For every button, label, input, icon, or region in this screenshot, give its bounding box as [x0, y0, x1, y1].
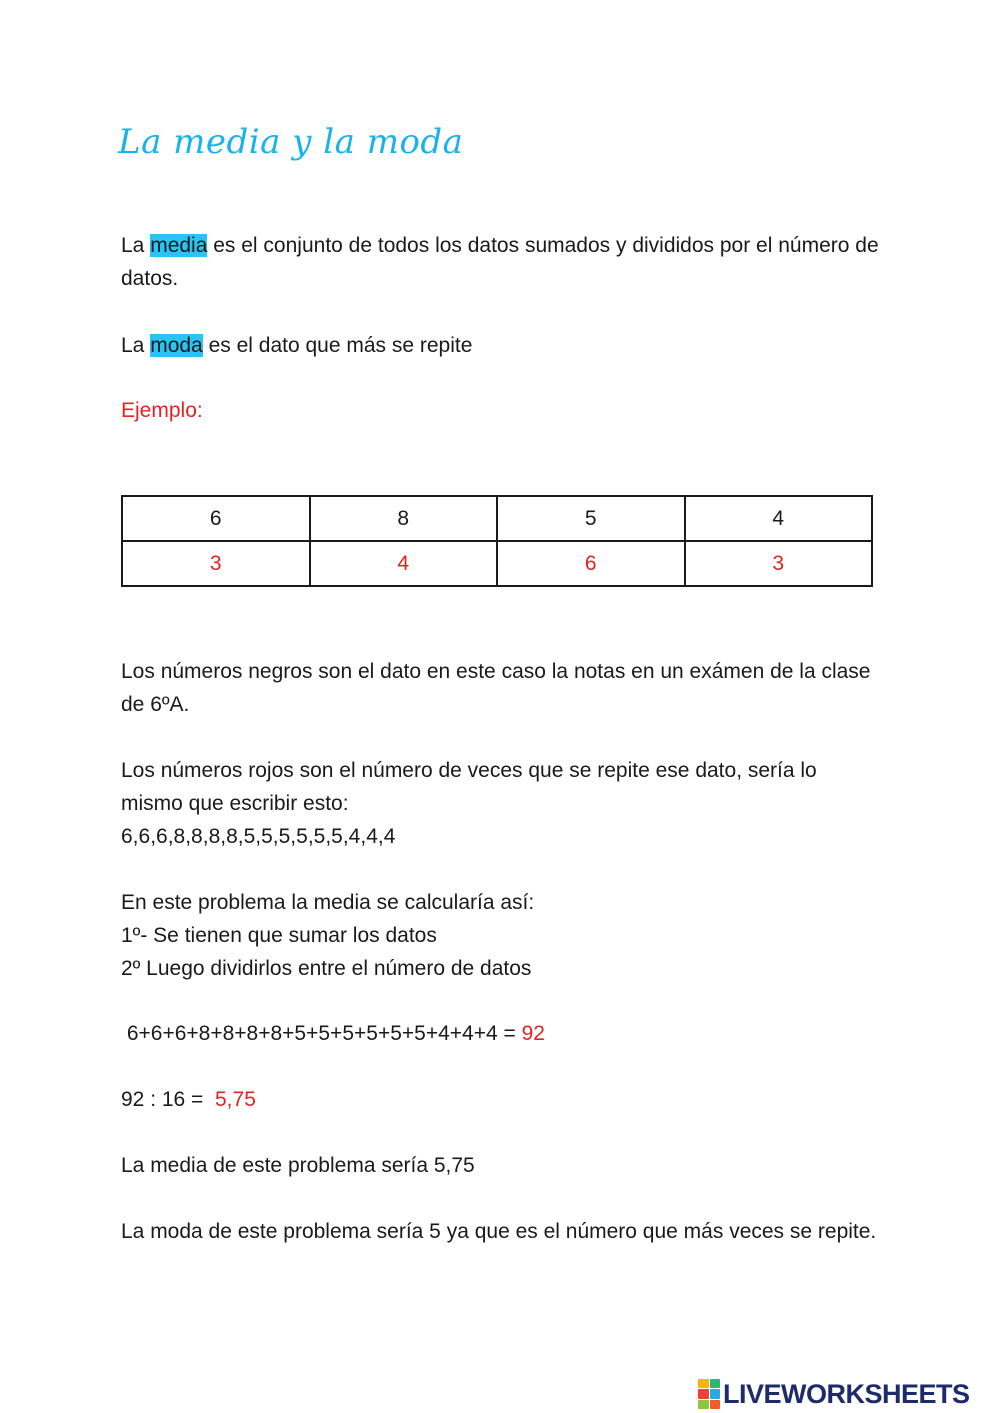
moda-prefix: La: [121, 334, 151, 357]
media-term-highlight: media: [150, 234, 208, 257]
step-2: 2º Luego dividirlos entre el número de datos: [121, 957, 532, 980]
black-numbers-explanation: Los números negros son el dato en este caso la notas en un exámen de la clase de 6ºA.: [121, 660, 871, 716]
division-calculation: [121, 1083, 881, 1116]
table-cell-data: 5: [497, 496, 685, 541]
table-cell-data: 6: [122, 496, 310, 541]
media-prefix: La: [121, 234, 151, 257]
moda-definition-text: es el dato que más se repite: [202, 334, 473, 357]
table-cell-data: 4: [685, 496, 873, 541]
table-cell-frequency: 3: [685, 541, 873, 586]
table-cell-data: 8: [310, 496, 498, 541]
logo-text: LIVEWORKSHEETS: [723, 1378, 970, 1409]
moda-definition: [121, 329, 881, 362]
step-1: 1º- Se tienen que sumar los datos: [121, 924, 437, 947]
sum-expression: 6+6+6+8+8+8+8+5+5+5+5+5+5+4+4+4 =: [121, 1022, 522, 1045]
logo-mark-icon: [698, 1379, 720, 1409]
table-row-frequency: [122, 541, 872, 586]
moda-conclusion: La moda de este problema sería 5 ya que es el número que más veces se repite.: [121, 1220, 877, 1243]
table-cell-frequency: 3: [122, 541, 310, 586]
table-cell-frequency: 4: [310, 541, 498, 586]
frequency-table: [121, 495, 873, 587]
example-label: Ejemplo:: [121, 399, 203, 422]
media-conclusion: La media de este problema sería 5,75: [121, 1154, 475, 1177]
expanded-list: 6,6,6,8,8,8,8,5,5,5,5,5,5,4,4,4: [121, 825, 396, 848]
page-title: La media y la moda: [118, 122, 464, 162]
media-definition: [121, 229, 881, 295]
division-result: 5,75: [215, 1088, 256, 1111]
sum-result: 92: [521, 1022, 545, 1045]
media-definition-text: es el conjunto de todos los datos sumados y divididos por el número de datos.: [121, 234, 879, 290]
red-numbers-explanation: Los números rojos son el número de veces que se repite ese dato, sería lo mismo que escribir esto:: [121, 759, 817, 815]
liveworksheets-logo: [698, 1377, 970, 1411]
sum-calculation: [121, 1017, 881, 1050]
table-cell-frequency: 6: [497, 541, 685, 586]
method-intro: En este problema la media se calcularía así:: [121, 891, 535, 914]
moda-term-highlight: moda: [150, 334, 203, 357]
table-row-data: [122, 496, 872, 541]
division-expression: 92 : 16 =: [121, 1088, 215, 1111]
